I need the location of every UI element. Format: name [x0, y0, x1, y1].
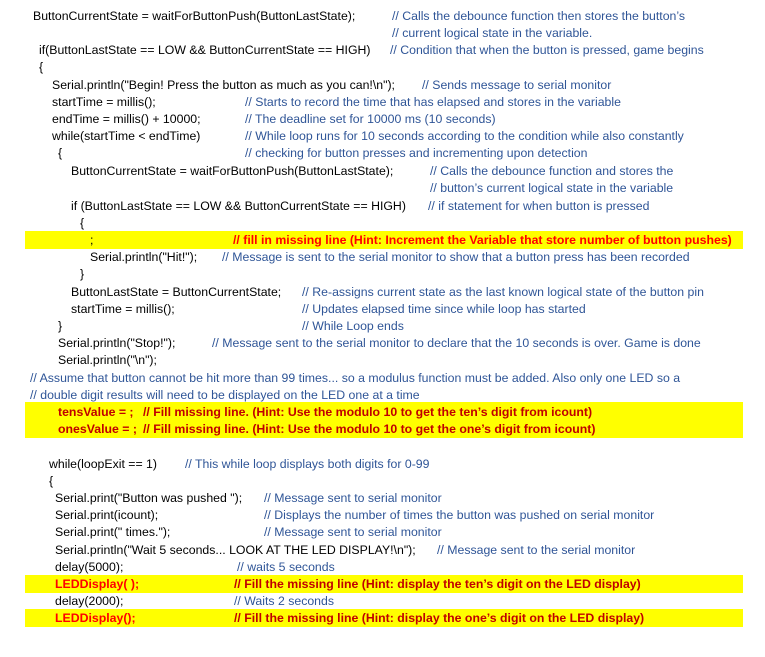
- code-comment: // Sends message to serial monitor: [422, 78, 612, 92]
- code-comment: // button’s current logical state in the variable: [430, 181, 674, 195]
- code-line: Serial.println("Hit!");: [90, 250, 198, 264]
- code-line: ButtonCurrentState = waitForButtonPush(ButtonLastState);: [33, 9, 356, 23]
- code-comment: // Assume that button cannot be hit more than 99 times... so a modulus function must be added. Also only one LED so a: [30, 371, 681, 385]
- code-line: if (ButtonLastState == LOW && ButtonCurrentState == HIGH): [71, 199, 406, 213]
- code-line: startTime = millis();: [71, 302, 175, 316]
- code-line: delay(5000);: [55, 560, 124, 574]
- code-comment: // double digit results will need to be displayed on the LED one at a time: [30, 388, 420, 402]
- code-hint-comment: // Fill missing line. (Hint: Use the modulo 10 to get the one’s digit from icount): [143, 422, 596, 436]
- code-comment: // Condition that when the button is pressed, game begins: [390, 43, 704, 57]
- code-line: Serial.print("Button was pushed ");: [55, 491, 243, 505]
- code-line: Serial.println("\n");: [58, 353, 157, 367]
- code-line: if(ButtonLastState == LOW && ButtonCurrentState == HIGH): [39, 43, 371, 57]
- code-comment: // Waits 2 seconds: [234, 594, 335, 608]
- code-hint-comment: // Fill the missing line (Hint: display the one’s digit on the LED display): [234, 611, 645, 625]
- code-comment: // Re-assigns current state as the last known logical state of the button pin: [302, 285, 704, 299]
- code-comment: // The deadline set for 10000 ms (10 seconds): [245, 112, 496, 126]
- code-hint-comment: // fill in missing line (Hint: Increment the Variable that store number of button pushes): [233, 233, 732, 247]
- code-comment: // waits 5 seconds: [237, 560, 335, 574]
- code-line: Serial.println("Stop!");: [58, 336, 176, 350]
- code-comment: // Starts to record the time that has elapsed and stores in the variable: [245, 95, 621, 109]
- code-line: Serial.print(" times.");: [55, 525, 171, 539]
- code-comment: // Message sent to serial monitor: [264, 491, 442, 505]
- code-line: Serial.println("Wait 5 seconds... LOOK AT THE LED DISPLAY!\n");: [55, 543, 416, 557]
- code-comment: // Message sent to the serial monitor to declare that the 10 seconds is over. Game is done: [212, 336, 701, 350]
- code-hint-comment: // Fill missing line. (Hint: Use the modulo 10 to get the ten’s digit from icount): [143, 405, 593, 419]
- code-comment: // Calls the debounce function then stores the button’s: [392, 9, 686, 23]
- code-line: }: [80, 267, 85, 281]
- code-comment: // Calls the debounce function and stores the: [430, 164, 674, 178]
- code-comment: // Updates elapsed time since while loop has started: [302, 302, 586, 316]
- code-comment: // Message sent to serial monitor: [264, 525, 442, 539]
- code-comment: // While Loop ends: [302, 319, 404, 333]
- code-line: {: [39, 60, 44, 74]
- code-comment: // checking for button presses and incrementing upon detection: [245, 146, 588, 160]
- code-comment: // if statement for when button is pressed: [428, 199, 650, 213]
- code-line: Serial.println("Begin! Press the button as much as you can!\n");: [52, 78, 395, 92]
- code-comment: // Displays the number of times the button was pushed on serial monitor: [264, 508, 655, 522]
- code-line: }: [58, 319, 63, 333]
- code-line: {: [80, 216, 85, 230]
- code-line: Serial.print(icount);: [55, 508, 159, 522]
- code-hint-comment: // Fill the missing line (Hint: display the ten’s digit on the LED display): [234, 577, 641, 591]
- code-line: endTime = millis() + 10000;: [52, 112, 201, 126]
- code-comment: // current logical state in the variable.: [392, 26, 593, 40]
- code-line: delay(2000);: [55, 594, 124, 608]
- code-fill-line: LEDDisplay();: [55, 611, 136, 625]
- code-line: while(loopExit == 1): [49, 457, 157, 471]
- code-line: ButtonCurrentState = waitForButtonPush(ButtonLastState);: [71, 164, 394, 178]
- code-line: while(startTime < endTime): [52, 129, 201, 143]
- code-line: {: [58, 146, 63, 160]
- code-comment: // This while loop displays both digits for 0-99: [185, 457, 430, 471]
- code-line: ButtonLastState = ButtonCurrentState;: [71, 285, 282, 299]
- code-fill-line: onesValue = ;: [58, 422, 137, 436]
- code-line: ;: [90, 233, 94, 247]
- code-line: startTime = millis();: [52, 95, 156, 109]
- code-line: {: [49, 474, 54, 488]
- code-fill-line: tensValue = ;: [58, 405, 134, 419]
- code-comment: // Message is sent to the serial monitor to show that a button press has been recorded: [222, 250, 690, 264]
- code-comment: // While loop runs for 10 seconds according to the condition while also constantly: [245, 129, 684, 143]
- code-fill-line: LEDDisplay( );: [55, 577, 140, 591]
- code-comment: // Message sent to the serial monitor: [437, 543, 636, 557]
